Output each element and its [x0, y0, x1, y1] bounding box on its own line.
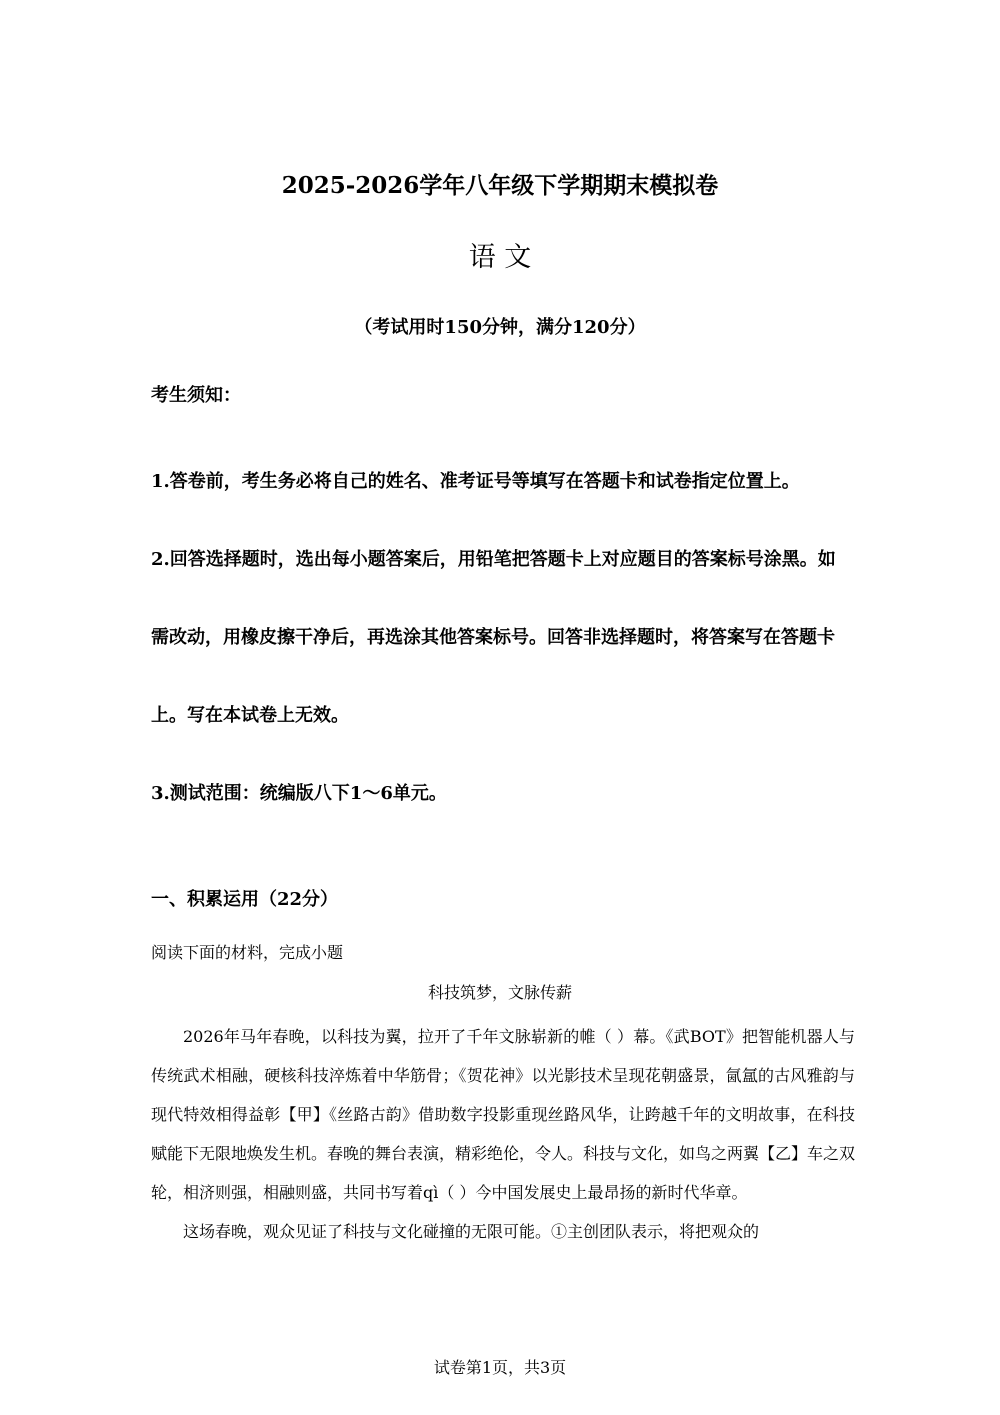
exam-title: 2025-2026学年八年级下学期期末模拟卷 — [281, 172, 719, 199]
reading-passage — [151, 1017, 855, 1251]
exam-time-note: （考试用时150分钟，满分120分） — [354, 317, 646, 338]
section-heading: 一、积累运用（22分） — [151, 889, 339, 910]
notice-item-2: 2.回答选择题时，选出每小题答案后，用铅笔把答题卡上对应题目的答案标号涂黑。如需改动，用橡皮擦干净后，再选涂其他答案标号。回答非选择题时，将答案写在答题卡上。写在本试卷上无效。 — [151, 549, 836, 726]
passage-paragraph-2: 这场春晚，观众见证了科技与文化碰撞的无限可能。①主创团队表示，将把观众的 — [183, 1222, 760, 1241]
page-footer: 试卷第1页，共3页 — [433, 1358, 567, 1377]
passage-title: 科技筑梦，文脉传薪 — [427, 983, 572, 1002]
reading-instruction: 阅读下面的材料，完成小题 — [151, 943, 344, 962]
notice-heading: 考生须知： — [151, 385, 241, 406]
passage-paragraph-1: 2026年马年春晚，以科技为翼，拉开了千年文脉崭新的帷（ ）幕。《武BOT》把智能机器人与传统武术相融，硬核科技淬炼着中华筋骨；《贺花神》以光影技术呈现花朝盛景，氤氲的古风雅韵与现代特效相得益彰【甲】《丝路古韵》借助数字投影重现丝路风华，让跨越千年的文明故事，在科技赋能下无限地焕发生机。春晚的舞台表演，精彩绝伦，令人。科技与文化，如鸟之两翼【乙】车之双轮，相济则强，相融则盛，共同书写着qì（ ）今中国发展史上最昂扬的新时代华章。 — [151, 1027, 856, 1202]
subject-title: 语 文 — [468, 242, 532, 273]
notice-item-1: 1.答卷前，考生务必将自己的姓名、准考证号等填写在答题卡和试卷指定位置上。 — [151, 471, 800, 492]
notice-item-3: 3.测试范围：统编版八下1～6单元。 — [151, 783, 447, 804]
notice-list — [151, 443, 851, 833]
